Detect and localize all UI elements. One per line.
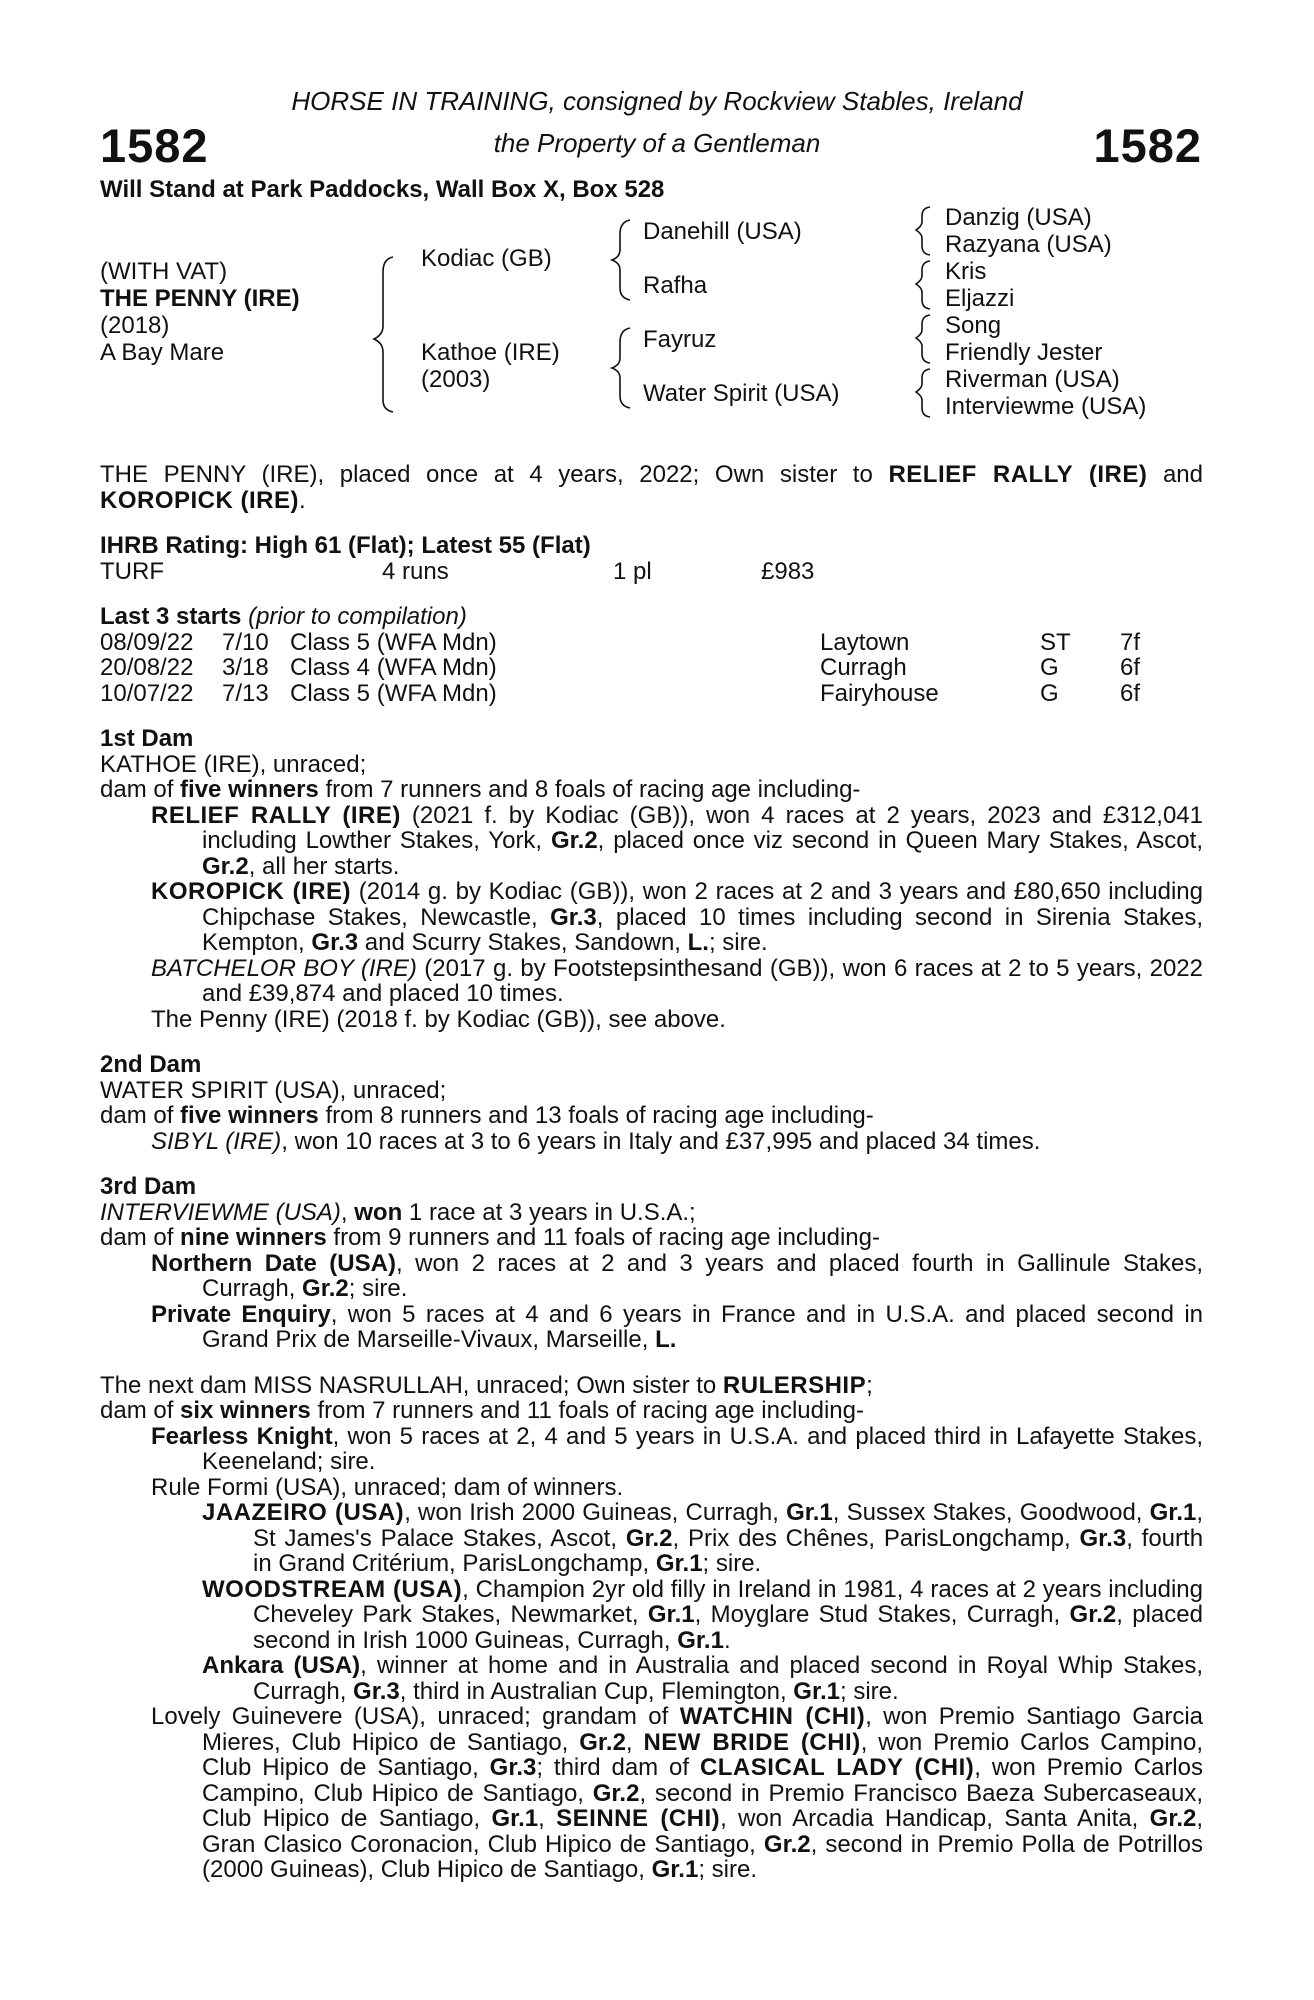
start-pos: 7/10: [222, 628, 269, 656]
grade: Gr.3: [550, 903, 597, 931]
intro-and: and: [1162, 461, 1203, 488]
sibling-relief-rally: RELIEF RALLY (IRE): [888, 461, 1148, 488]
catalogue-body: [100, 462, 1203, 1883]
next-dam-line1: [100, 1373, 1203, 1399]
start-row: [100, 630, 1203, 656]
runner-text: , all her starts.: [248, 852, 400, 880]
dam3-runner-private-enquiry: [151, 1302, 1203, 1353]
last-starts-heading: Last 3 starts: [100, 603, 242, 630]
dam2-text: from 8 runners and 13 foals of racing age including-: [325, 1102, 874, 1129]
rating-surface: TURF: [100, 557, 164, 585]
dam3-heading: 3rd Dam: [100, 1173, 197, 1200]
next-dam-text: from 7 runners and 11 foals of racing age including-: [317, 1397, 864, 1424]
runner-text: , won Premio Santiago Garcia Mieres, Club Hipico de Santiago,: [202, 1703, 1203, 1756]
runner-text: , won Premio Carlos Campino, Club Hipico de Santiago,: [202, 1754, 1203, 1807]
rating-earnings: £983: [761, 557, 815, 585]
grade: L.: [655, 1326, 677, 1353]
next-dam-text: ;: [866, 1371, 873, 1399]
dam1-runner-batchelor-boy: [151, 956, 1203, 1007]
runner-text: , fourth in Grand Critérium, ParisLongchamp,: [253, 1524, 1204, 1577]
intro-paragraph: [100, 462, 1203, 513]
runner-text: , Moyglare Stud Stakes, Curragh,: [694, 1601, 1061, 1628]
runner-ankara: [202, 1653, 1203, 1704]
start-race: Class 5 (WFA Mdn): [290, 628, 497, 656]
ped-dss: Song: [945, 312, 1002, 339]
grade: Gr.2: [302, 1275, 349, 1302]
grade: Gr.1: [491, 1805, 539, 1832]
runner-name: Private Enquiry: [151, 1300, 331, 1328]
start-date: 10/07/22: [100, 679, 194, 707]
runner-name: WOODSTREAM (USA): [202, 1575, 463, 1603]
grade: Gr.2: [579, 1728, 626, 1756]
dam1-heading: 1st Dam: [100, 725, 194, 752]
dam3-won: won: [354, 1198, 403, 1226]
runner-text: ,: [538, 1805, 545, 1832]
start-going: G: [1040, 654, 1059, 681]
runner-name: BATCHELOR BOY (IRE): [151, 954, 417, 982]
grade: Gr.3: [311, 929, 359, 956]
runner-text: .: [723, 1626, 731, 1654]
runner-name: SEINNE (CHI): [556, 1805, 721, 1832]
runner-text: , placed second in Irish 1000 Guineas, Curragh,: [253, 1601, 1203, 1654]
dam2-text: dam of: [100, 1102, 174, 1129]
ped-ddd: Interviewme (USA): [945, 393, 1147, 420]
grade: Gr.2: [202, 852, 249, 880]
dam3-winners: nine winners: [180, 1224, 327, 1251]
runner-name: SIBYL (IRE): [151, 1127, 282, 1155]
dam-year: (2003): [421, 366, 491, 393]
runner-text: , won Premio Carlos Campino, Club Hipico de Santiago,: [202, 1728, 1203, 1781]
horse-name: THE PENNY (IRE): [100, 285, 300, 312]
sire-name: Kodiac (GB): [421, 245, 552, 272]
dam1-text: dam of: [100, 776, 174, 803]
dam2-heading: 2nd Dam: [100, 1051, 202, 1078]
sibling-koropick: KOROPICK (IRE): [100, 486, 299, 514]
property-line: the Property of a Gentleman: [493, 128, 821, 158]
runner-text: , placed 10 times including second in Sirenia Stakes, Kempton,: [202, 903, 1204, 956]
rating-title: IHRB Rating: High 61 (Flat); Latest 55 (Flat): [100, 532, 591, 559]
start-dist: 6f: [1120, 679, 1141, 707]
last-starts-title: [100, 604, 1203, 630]
grade: Gr.2: [592, 1779, 640, 1807]
grade: Gr.2: [550, 827, 598, 854]
start-dist: 6f: [1120, 654, 1141, 681]
runner-text: , Champion 2yr old filly in Ireland in 1981, 4 races at 2 years including Cheveley Park Stakes, Newmarket,: [253, 1575, 1203, 1628]
next-dam-winners: six winners: [180, 1397, 311, 1424]
grade: Gr.1: [1149, 1499, 1197, 1526]
horse-year: (2018): [100, 312, 170, 339]
ped-dds: Riverman (USA): [945, 366, 1120, 393]
runner-text: (2017 g. by Footstepsinthesand (GB)), won 6 races at 2 to 5 years, 2022 and £39,874 and placed 10 times.: [202, 954, 1203, 1007]
sire-dam: Rafha: [643, 272, 708, 299]
runner-name: KOROPICK (IRE): [151, 878, 352, 905]
start-course: Laytown: [820, 628, 910, 656]
runner-text: and Scurry Stakes, Sandown,: [364, 929, 681, 956]
runner-text: ; sire.: [698, 1856, 757, 1883]
stand-location: Will Stand at Park Paddocks, Wall Box X, Box 528: [100, 176, 665, 203]
runner-name: WATCHIN (CHI): [679, 1703, 866, 1730]
dam1-runner-koropick: [151, 879, 1203, 956]
runner-name: RELIEF RALLY (IRE): [151, 801, 401, 829]
runner-text: , won 5 races at 4 and 6 years in France and in U.S.A. and placed second in Grand Prix de Marseille-Vivaux, Marseille,: [202, 1300, 1204, 1353]
ped-dsd: Friendly Jester: [945, 339, 1103, 366]
start-going: ST: [1040, 628, 1071, 656]
runner-text: (2014 g. by Kodiac (GB)), won 2 races at 2 and 3 years and £80,650 including Chipchase Stakes, Newcastle,: [202, 878, 1204, 931]
ped-sds: Kris: [945, 258, 987, 285]
start-going: G: [1040, 679, 1059, 707]
next-dam-line2: [100, 1398, 1203, 1424]
dam3-runner-northern-date: [151, 1251, 1203, 1302]
start-pos: 7/13: [222, 679, 269, 707]
runner-text: , Prix des Chênes, ParisLongchamp,: [672, 1524, 1071, 1552]
next-dam-sibling: RULERSHIP: [722, 1371, 867, 1399]
dam1-runner-the-penny: The Penny (IRE) (2018 f. by Kodiac (GB)), see above.: [151, 1005, 726, 1033]
runner-name: Fearless Knight: [151, 1422, 333, 1450]
grade: Gr.1: [651, 1856, 699, 1883]
runner-text: , won 10 races at 3 to 6 years in Italy and £37,995 and placed 34 times.: [281, 1127, 1041, 1155]
intro-period: .: [299, 486, 306, 514]
grade: Gr.2: [1069, 1601, 1117, 1628]
runner-lovely-guinevere: [151, 1704, 1203, 1883]
runner-name: JAAZEIRO (USA): [202, 1499, 405, 1526]
dam2-line1: WATER SPIRIT (USA), unraced;: [100, 1076, 447, 1104]
runner-woodstream: [202, 1577, 1203, 1654]
runner-text: , won 5 races at 2, 4 and 5 years in U.S.A. and placed third in Lafayette Stakes, Keeneland; sire.: [202, 1422, 1203, 1475]
ped-sdd: Eljazzi: [945, 285, 1015, 312]
grade: Gr.1: [655, 1550, 703, 1577]
dam1-runner-relief-rally: [151, 803, 1203, 880]
vat-note: (WITH VAT): [100, 258, 228, 285]
dam1-line2: [100, 777, 1203, 803]
runner-name: NEW BRIDE (CHI): [643, 1728, 861, 1756]
rating-placings: 1 pl: [613, 557, 652, 585]
runner-text: ; sire.: [839, 1677, 899, 1705]
lot-number-right: 1582: [1093, 119, 1202, 172]
ped-ssd: Razyana (USA): [945, 231, 1112, 258]
start-pos: 3/18: [222, 654, 269, 681]
runner-name: Northern Date (USA): [151, 1249, 396, 1277]
runner-fearless-knight: [151, 1424, 1203, 1475]
runner-text: , Sussex Stakes, Goodwood,: [832, 1499, 1143, 1526]
next-dam-text: dam of: [100, 1397, 174, 1424]
runner-text: , won Arcadia Handicap, Santa Anita,: [720, 1805, 1139, 1832]
intro-text: THE PENNY (IRE), placed once at 4 years, 2022; Own sister to: [100, 461, 873, 488]
runner-jaazeiro: [202, 1500, 1203, 1577]
dam-name: Kathoe (IRE): [421, 339, 560, 366]
dam-dam: Water Spirit (USA): [643, 380, 840, 407]
start-date: 08/09/22: [100, 628, 194, 656]
ped-sss: Danzig (USA): [945, 204, 1092, 231]
runner-name: Ankara (USA): [202, 1652, 361, 1679]
runner-text: , placed once viz second in Queen Mary Stakes, Ascot,: [597, 827, 1203, 854]
dam2-winners: five winners: [180, 1102, 319, 1129]
lot-number-left: 1582: [100, 119, 209, 172]
dam3-name: INTERVIEWME (USA): [100, 1198, 341, 1226]
rating-row: [100, 559, 1203, 585]
start-course: Fairyhouse: [820, 679, 939, 707]
grade: Gr.2: [1149, 1805, 1197, 1832]
dam1-line1: KATHOE (IRE), unraced;: [100, 750, 367, 778]
runner-text: ; sire.: [348, 1275, 408, 1302]
start-dist: 7f: [1120, 628, 1141, 656]
dam-sire: Fayruz: [643, 326, 717, 353]
runner-text: , second in Premio Polla de Potrillos (2000 Guineas), Club Hipico de Santiago,: [202, 1830, 1204, 1883]
start-date: 20/08/22: [100, 654, 194, 681]
runner-text: , won Irish 2000 Guineas, Curragh,: [404, 1499, 779, 1526]
sire-sire: Danehill (USA): [643, 218, 802, 245]
runner-text: (2021 f. by Kodiac (GB)), won 4 races at 2 years, 2023 and £312,041 including Lowther Stakes, York,: [202, 801, 1203, 854]
consignment-line: HORSE IN TRAINING, consigned by Rockview Stables, Ireland: [291, 86, 1023, 116]
last-starts-note: (prior to compilation): [248, 603, 467, 630]
grade: Gr.1: [793, 1677, 840, 1705]
start-course: Curragh: [820, 654, 907, 681]
runner-rule-formi: Rule Formi (USA), unraced; dam of winners.: [151, 1473, 624, 1501]
runner-text: , St James's Palace Stakes, Ascot,: [253, 1499, 1204, 1552]
runner-text: ; third dam of: [536, 1754, 690, 1781]
runner-text: , Gran Clasico Coronacion, Club Hipico de Santiago,: [202, 1805, 1204, 1858]
dam2-runner-sibyl: [151, 1129, 1203, 1155]
grade: Gr.3: [1079, 1524, 1127, 1552]
start-row: [100, 655, 1203, 681]
next-dam-text: The next dam MISS NASRULLAH, unraced; Own sister to: [100, 1371, 717, 1399]
rating-runs: 4 runs: [382, 557, 449, 585]
grade: Gr.3: [353, 1677, 400, 1705]
grade: Gr.2: [763, 1830, 811, 1858]
start-race: Class 5 (WFA Mdn): [290, 679, 497, 707]
dam3-text: dam of: [100, 1224, 174, 1251]
grade: Gr.1: [786, 1499, 833, 1526]
runner-text: ,: [625, 1728, 633, 1756]
runner-text: Lovely Guinevere (USA), unraced; grandam of: [151, 1703, 669, 1730]
grade: L.: [687, 929, 709, 956]
runner-text: , third in Australian Cup, Flemington,: [399, 1677, 787, 1705]
runner-name: CLASICAL LADY (CHI): [699, 1754, 975, 1781]
start-race: Class 4 (WFA Mdn): [290, 654, 497, 681]
grade: Gr.1: [647, 1601, 695, 1628]
dam2-line2: [100, 1103, 1203, 1129]
start-row: [100, 681, 1203, 707]
dam1-text: from 7 runners and 8 foals of racing age including-: [325, 776, 861, 803]
dam3-line1: [100, 1200, 1203, 1226]
runner-text: ; sire.: [702, 1550, 762, 1577]
grade: Gr.3: [489, 1754, 537, 1781]
dam3-line2: [100, 1225, 1203, 1251]
dam3-text: from 9 runners and 11 foals of racing age including-: [333, 1224, 880, 1251]
dam3-text: ,: [340, 1198, 348, 1226]
runner-text: , won 2 races at 2 and 3 years and placed fourth in Gallinule Stakes, Curragh,: [202, 1249, 1204, 1302]
grade: Gr.2: [625, 1524, 673, 1552]
runner-text: ; sire.: [708, 929, 768, 956]
horse-description: A Bay Mare: [100, 339, 225, 366]
dam1-winners: five winners: [180, 776, 319, 803]
runner-text: , second in Premio Francisco Baeza Subercaseaux, Club Hipico de Santiago,: [202, 1779, 1204, 1832]
runner-text: , winner at home and in Australia and placed second in Royal Whip Stakes, Curragh,: [253, 1652, 1203, 1705]
grade: Gr.1: [677, 1626, 724, 1654]
last-starts-table: [100, 630, 1203, 707]
dam3-text: 1 race at 3 years in U.S.A.;: [408, 1198, 696, 1226]
